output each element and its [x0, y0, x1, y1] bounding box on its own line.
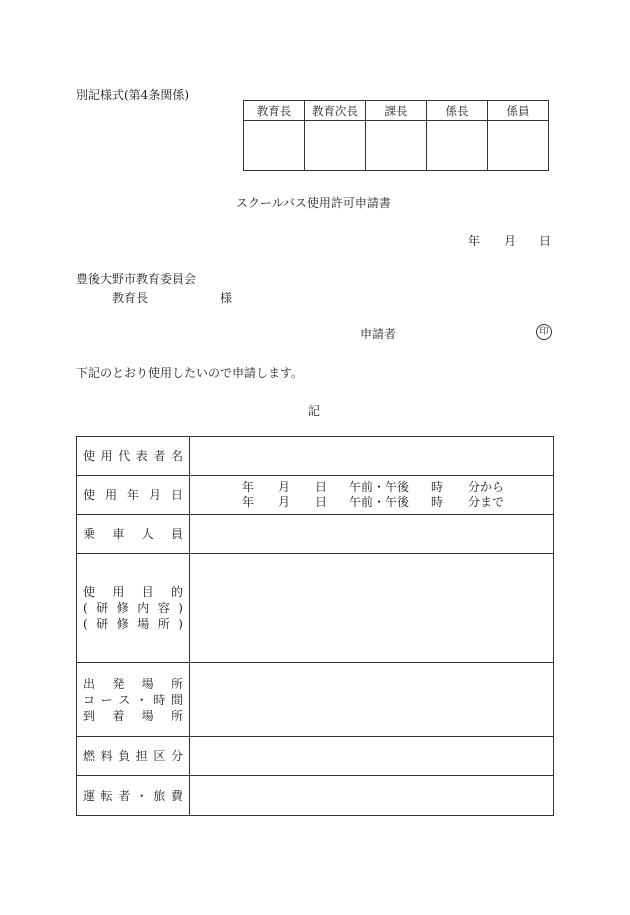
to-minute: 分まで: [468, 495, 505, 509]
date-year: 年: [468, 234, 481, 248]
addressee-title: 教育長: [112, 291, 149, 305]
label-char: 修: [116, 617, 129, 631]
label-char: ス: [118, 692, 131, 707]
table-row: [77, 515, 554, 554]
table-row: [77, 554, 554, 663]
representative-input[interactable]: [190, 437, 554, 476]
stamp-cell[interactable]: [427, 121, 488, 171]
to-hour: 時: [431, 495, 444, 509]
from-month: 月: [278, 480, 291, 494]
label-char: 使: [83, 585, 96, 599]
to-year: 年: [242, 495, 255, 509]
label-char: 時: [153, 692, 166, 707]
table-row: [77, 737, 554, 776]
label-char: 担: [135, 749, 148, 763]
addressee-org: 豊後大野市教育委員会: [76, 272, 197, 286]
label-char: 区: [153, 749, 166, 763]
table-row: [77, 476, 554, 515]
label-char: 目: [141, 585, 154, 599]
driver-input[interactable]: [190, 776, 554, 816]
seal-mark: 印: [536, 324, 552, 340]
date-month: 月: [504, 234, 517, 248]
fuel-input[interactable]: [190, 737, 554, 776]
label-char: 内: [137, 601, 150, 615]
row-label-route: [77, 663, 190, 737]
label-char: 容: [157, 601, 170, 615]
purpose-input[interactable]: [190, 554, 554, 663]
to-day: 日: [315, 495, 328, 509]
label-char: 所: [170, 708, 183, 723]
label-char: 発: [112, 676, 125, 691]
approval-col-section-chief: 課長: [366, 101, 427, 121]
use-date-input[interactable]: [190, 476, 554, 515]
approval-col-staff: 係員: [488, 101, 549, 121]
label-char: コ: [83, 692, 96, 707]
label-char: 研: [96, 617, 109, 631]
label-char: 車: [112, 527, 125, 541]
stamp-cell[interactable]: [488, 121, 549, 171]
to-month: 月: [278, 495, 291, 509]
page-title: スクールバス使用許可申請書: [236, 196, 391, 210]
label-char: 的: [170, 585, 183, 599]
from-day: 日: [315, 480, 328, 494]
label-char: ): [178, 601, 183, 615]
label-char: 代: [118, 449, 131, 463]
row-label-purpose: [77, 554, 190, 663]
label-char: 名: [170, 449, 183, 463]
date-to-line: [190, 495, 553, 510]
label-char: 所: [157, 617, 170, 631]
label-char: 場: [141, 708, 154, 723]
from-hour: 時: [431, 480, 444, 494]
date-day: 日: [539, 234, 552, 248]
label-char: 転: [100, 788, 113, 803]
label-char: 負: [118, 749, 131, 763]
intro-text: 下記のとおり使用したいので申請します。: [76, 366, 304, 380]
label-char: 者: [153, 449, 166, 463]
application-form-table: [76, 436, 554, 816]
label-char: 場: [141, 676, 154, 691]
label-char: 用: [112, 585, 125, 599]
from-ampm: 午前・午後: [349, 480, 410, 494]
label-char: ・: [135, 788, 148, 803]
label-char: 用: [100, 449, 113, 463]
route-input[interactable]: [190, 663, 554, 737]
passengers-input[interactable]: [190, 515, 554, 554]
label-char: 運: [83, 788, 96, 803]
stamp-cell[interactable]: [366, 121, 427, 171]
label-char: 乗: [83, 527, 96, 541]
label-char: 間: [170, 692, 183, 707]
from-year: 年: [242, 480, 255, 494]
label-char: 旅: [153, 788, 166, 803]
from-minute: 分から: [468, 480, 505, 494]
label-char: 修: [116, 601, 129, 615]
label-char: 月: [148, 488, 161, 502]
label-char: 使: [83, 449, 96, 463]
label-char: ・: [135, 692, 148, 707]
label-char: 用: [104, 488, 117, 502]
label-char: 着: [112, 708, 125, 723]
to-ampm: 午前・午後: [349, 495, 410, 509]
label-char: ): [178, 617, 183, 631]
stamp-cell[interactable]: [244, 121, 305, 171]
approval-col-subsection-chief: 係長: [427, 101, 488, 121]
table-row: [77, 437, 554, 476]
label-char: 料: [100, 749, 113, 763]
date-from-line: [190, 480, 553, 495]
label-char: 燃: [83, 749, 96, 763]
label-char: 使: [83, 488, 96, 502]
label-char: 場: [137, 617, 150, 631]
stamp-cell[interactable]: [305, 121, 366, 171]
addressee-honorific: 様: [220, 291, 233, 305]
approval-col-deputy: 教育次長: [305, 101, 366, 121]
label-char: 研: [96, 601, 109, 615]
ki-heading: 記: [308, 404, 321, 418]
label-char: 所: [170, 676, 183, 691]
label-char: 人: [141, 527, 154, 541]
table-row: [77, 776, 554, 816]
row-label-use-date: [77, 476, 190, 515]
label-char: 到: [83, 708, 96, 723]
label-char: ー: [100, 692, 113, 707]
row-label-fuel: [77, 737, 190, 776]
label-char: 日: [170, 488, 183, 502]
label-char: (: [83, 617, 88, 631]
row-label-representative: [77, 437, 190, 476]
applicant-label: 申請者: [360, 327, 397, 341]
label-char: 出: [83, 676, 96, 691]
label-char: 年: [126, 488, 139, 502]
label-char: 分: [170, 749, 183, 763]
form-number: 別記様式(第4条関係): [76, 88, 189, 102]
label-char: 員: [170, 527, 183, 541]
approval-col-superintendent: 教育長: [244, 101, 305, 121]
row-label-driver: [77, 776, 190, 816]
label-char: 表: [135, 449, 148, 463]
table-row: [77, 663, 554, 737]
row-label-passengers: [77, 515, 190, 554]
label-char: (: [83, 601, 88, 615]
label-char: 者: [118, 788, 131, 803]
label-char: 費: [170, 788, 183, 803]
approval-stamp-box: [243, 100, 549, 171]
